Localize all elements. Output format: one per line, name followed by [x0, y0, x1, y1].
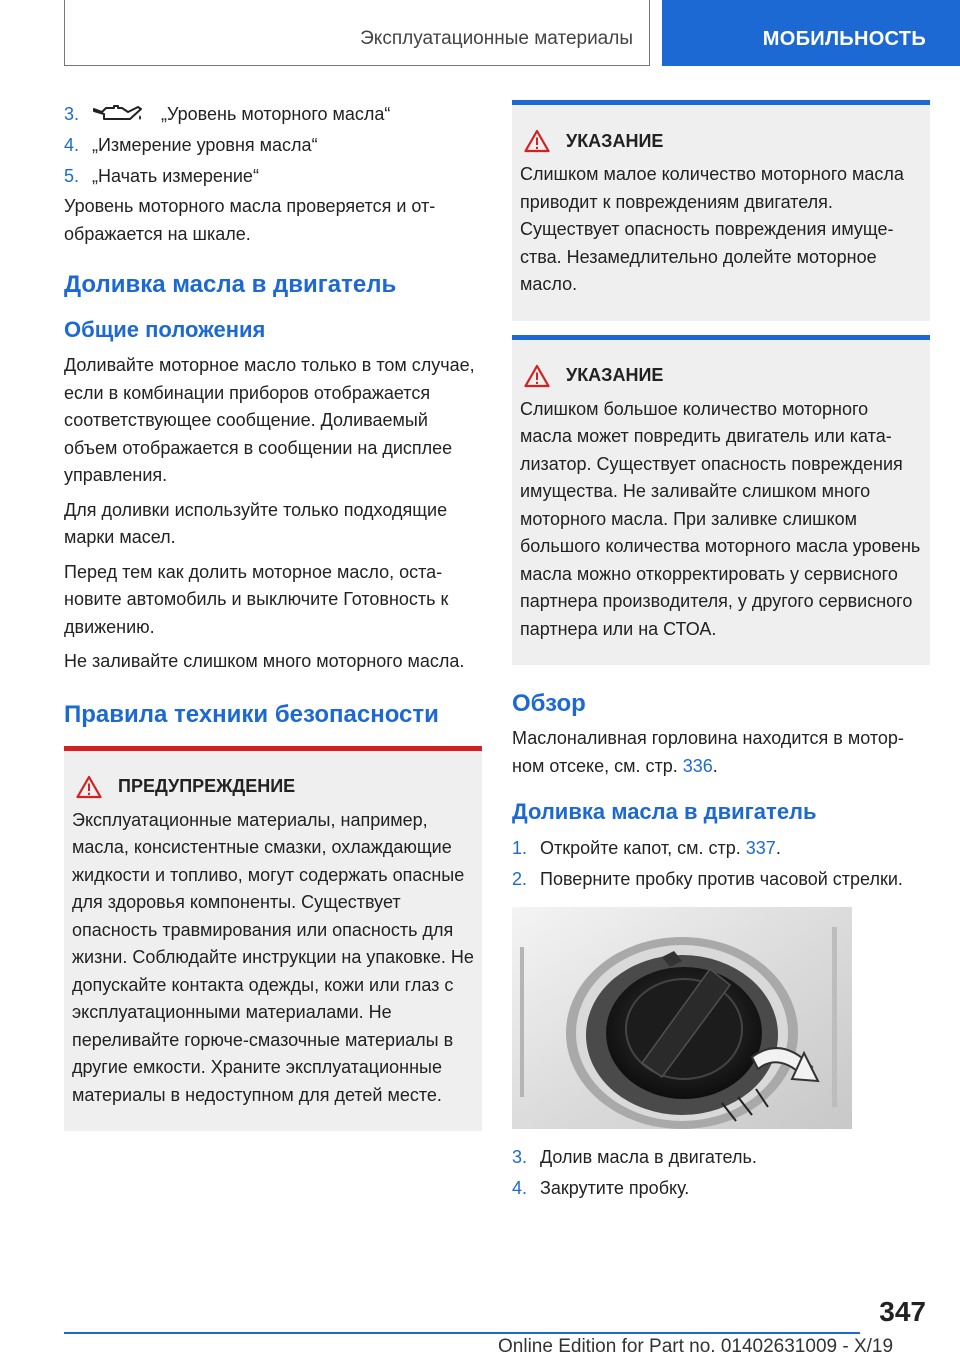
intro-paragraph: Уровень моторного масла проверяется и отображается на шкале. [64, 196, 436, 244]
page-header [0, 0, 960, 68]
step-text: Долив масла в двигатель. [540, 1147, 757, 1167]
paragraph: Для доливки используйте только подходящие марки масел. [64, 499, 448, 547]
notice-title: УКАЗАНИЕ [566, 130, 664, 151]
warning-box [64, 746, 482, 1132]
chapter-title: МОБИЛЬНОСТЬ [762, 28, 926, 50]
chapter-tab [662, 0, 960, 66]
section-heading: Обзор [512, 690, 586, 717]
left-column [64, 100, 482, 1131]
footer-divider [64, 1332, 860, 1334]
section-tab [64, 0, 650, 66]
list-item [512, 865, 930, 893]
subsection-heading: Общие положения [64, 317, 266, 342]
list-item [512, 1143, 930, 1171]
step-text: Откройте капот, см. стр. [540, 838, 746, 858]
notice-text: Слишком большое количество моторного масла может повредить двигатель или катализатор. Существует опасность повреждения имущества. Не заливайте слишком много моторного масла. При заливке слишком большого количества моторного масла уровень масла можно откорректировать у сервисного партнера производителя, у другого сервисного партнера или на СТОА. [520, 398, 921, 639]
warning-triangle-icon [524, 364, 550, 388]
warning-text: Эксплуатационные материалы, например, масла, консистентные смазки, охлаждающие жидкости и топливо, могут содержать опасные для здоровья компоненты. Существует опасность травмирования или опасность для жизни. Соблюдайте инструкции на упаковке. Не допускайте контакта одежды, кожи или глаз с эксплуатационными материалами. Не переливайте горюче-смазочные материалы в другие емкости. Храните эксплуатационные материалы в недоступном для детей месте. [72, 809, 474, 1105]
warning-triangle-icon [76, 775, 102, 799]
step-number: 3. [512, 1147, 528, 1167]
paragraph: Перед тем как долить моторное масло, остановите автомобиль и выключите Готовность к движению. [64, 561, 449, 637]
subsection-heading: Доливка масла в двигатель [512, 799, 817, 824]
warning-triangle-icon [524, 129, 550, 153]
step-text: Закрутите пробку. [540, 1178, 690, 1198]
right-column [512, 100, 930, 1205]
oil-can-icon [92, 103, 144, 123]
step-text: „Уровень моторного масла“ [161, 104, 391, 124]
page-number: 347 [879, 1296, 926, 1327]
paragraph: Доливайте моторное масло только в том случае, если в комбинации приборов отображается соответствующее сообщение. Доливаемый объем отображается в сообщении на дисплее управления. [64, 355, 475, 485]
section-heading: Доливка масла в двигатель [64, 271, 397, 298]
list-item [512, 1174, 930, 1202]
step-text: „Измерение уровня масла“ [92, 135, 318, 155]
list-item [64, 131, 482, 159]
notice-text: Слишком малое количество моторного масла приводит к повреждениям двигателя. Существует опасность повреждения имущества. Незамедлительно долейте моторное масло. [520, 164, 904, 294]
step-number: 1. [512, 838, 528, 858]
list-item: 1. Откройте капот, см. стр. 337. [512, 834, 930, 862]
step-number: 3. [64, 104, 80, 124]
step-number: 4. [512, 1178, 528, 1198]
footer-edition: Online Edition for Part no. 01402631009 - X/19 [498, 1336, 894, 1357]
step-number: 4. [64, 135, 80, 155]
step-text: Поверните пробку против часовой стрелки. [540, 869, 903, 889]
page-link[interactable]: 337 [745, 838, 776, 858]
step-number: 5. [64, 166, 80, 186]
paragraph: Не заливайте слишком много моторного масла. [64, 651, 465, 671]
notice-box [512, 335, 930, 666]
warning-title: ПРЕДУПРЕЖДЕНИЕ [118, 776, 296, 796]
oil-cap-photo [512, 907, 852, 1129]
step-number: 2. [512, 869, 528, 889]
notice-title: УКАЗАНИЕ [566, 365, 664, 385]
list-item [64, 100, 482, 128]
list-item [64, 162, 482, 190]
oil-filler-cap-illustration [512, 907, 852, 1129]
notice-box [512, 100, 930, 321]
overview-paragraph: Маслоналивная горловина находится в моторном отсеке, см. стр. 336. [512, 728, 904, 776]
step-text: „Начать измерение“ [92, 166, 259, 186]
page-link[interactable]: 336 [682, 755, 713, 776]
section-heading: Правила техники безопасности [64, 700, 439, 728]
section-title: Эксплуатационные материалы [360, 28, 633, 49]
